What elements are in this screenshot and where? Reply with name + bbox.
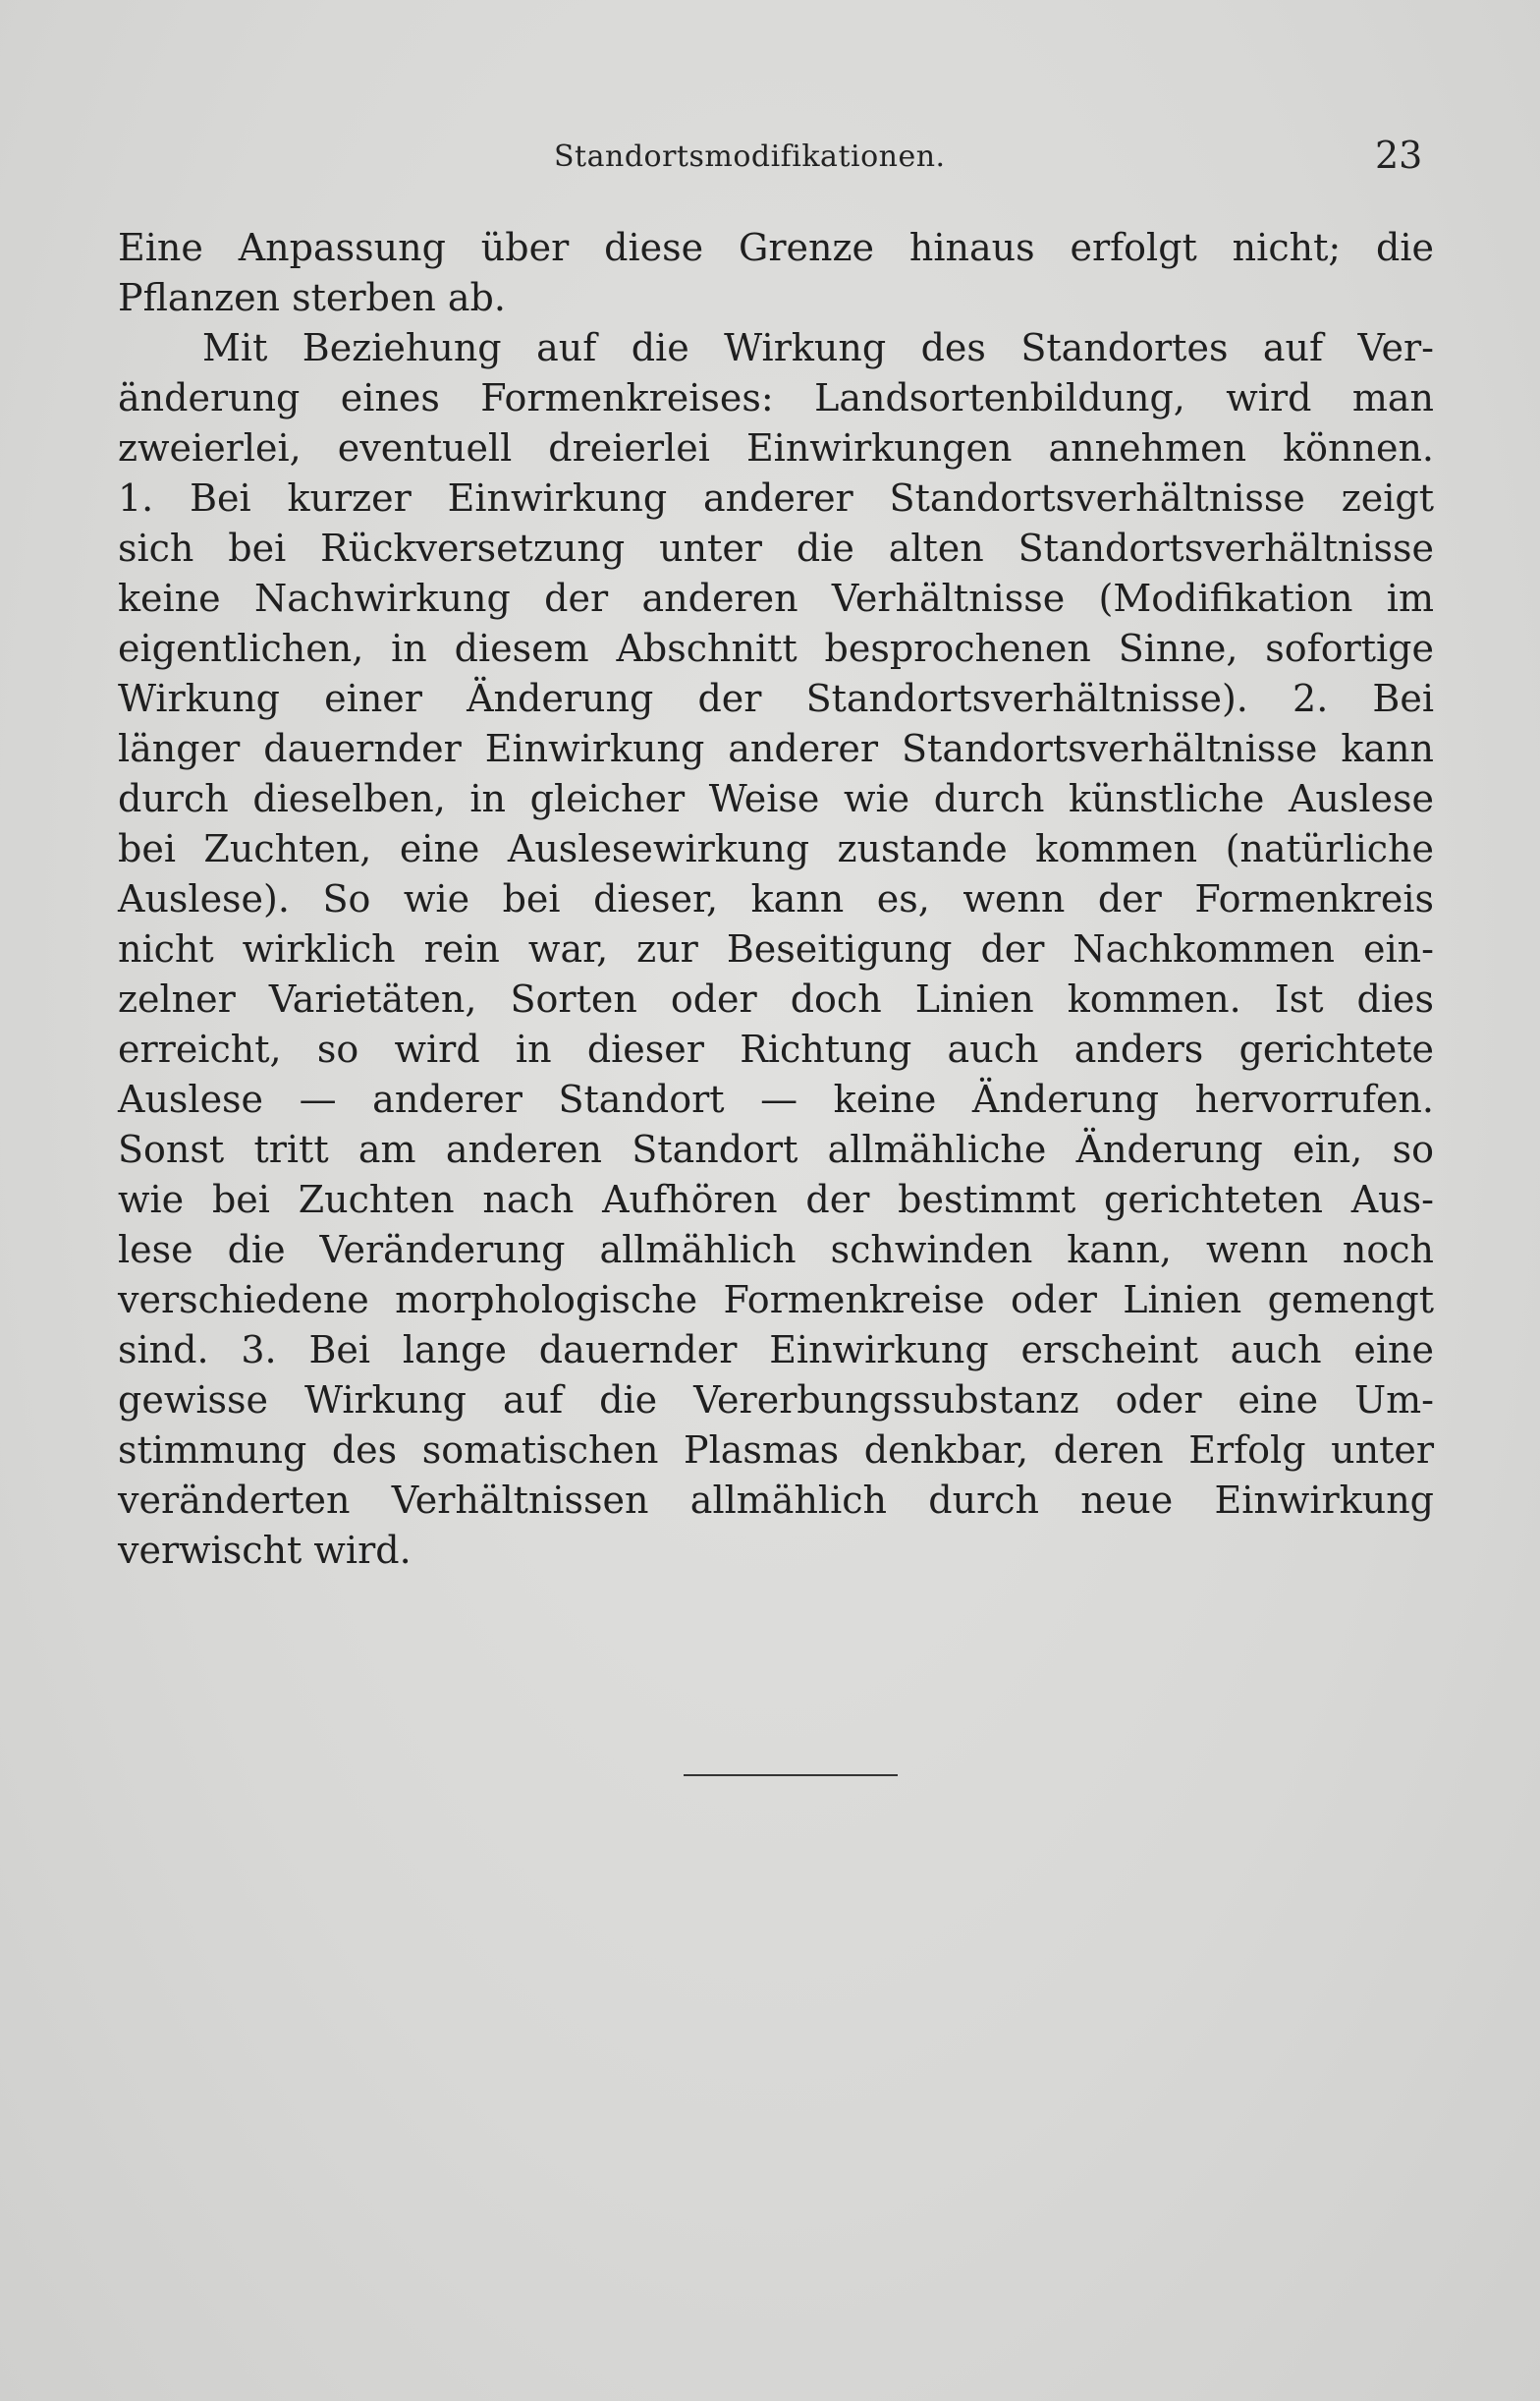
text-line: nicht wirklich rein war, zur Beseitigung der Nachkommen ein- xyxy=(118,927,1434,971)
text-line: durch dieselben, in gleicher Weise wie durch künstliche Auslese xyxy=(118,777,1434,820)
text-line: veränderten Verhältnissen allmählich durch neue Einwirkung xyxy=(118,1479,1434,1522)
text-line: Eine Anpassung über diese Grenze hinaus erfolgt nicht; die xyxy=(118,226,1434,269)
text-line: sind. 3. Bei lange dauernder Einwirkung erscheint auch eine xyxy=(118,1328,1434,1371)
text-line: Sonst tritt am anderen Standort allmähliche Änderung ein, so xyxy=(118,1128,1434,1171)
text-line: länger dauernder Einwirkung anderer Standortsverhältnisse kann xyxy=(118,727,1434,770)
text-line: erreicht, so wird in dieser Richtung auch anders gerichtete xyxy=(118,1028,1434,1071)
text-line: Mit Beziehung auf die Wirkung des Standortes auf Ver- xyxy=(202,326,1434,369)
text-line: keine Nachwirkung der anderen Verhältnisse (Modifikation im xyxy=(118,577,1434,620)
text-line: Auslese — anderer Standort — keine Änderung hervorrufen. xyxy=(118,1078,1434,1121)
text-line: zelner Varietäten, Sorten oder doch Linien kommen. Ist dies xyxy=(118,977,1434,1021)
text-line: wie bei Zuchten nach Aufhören der bestimmt gerichteten Aus- xyxy=(118,1178,1434,1221)
text-line: Wirkung einer Änderung der Standortsverhältnisse). 2. Bei xyxy=(118,677,1434,720)
text-line: Pflanzen sterben ab. xyxy=(118,276,506,319)
page-number: 23 xyxy=(1375,134,1423,177)
body-text xyxy=(118,223,1434,1576)
text-line: lese die Veränderung allmählich schwinden kann, wenn noch xyxy=(118,1228,1434,1271)
text-line: sich bei Rückversetzung unter die alten Standortsverhältnisse xyxy=(118,527,1434,570)
text-line: bei Zuchten, eine Auslesewirkung zustande kommen (natürliche xyxy=(118,827,1434,870)
text-line: änderung eines Formenkreises: Landsortenbildung, wird man xyxy=(118,376,1434,419)
text-line: stimmung des somatischen Plasmas denkbar, deren Erfolg unter xyxy=(118,1428,1434,1472)
section-end-rule xyxy=(684,1774,898,1776)
text-line: Auslese). So wie bei dieser, kann es, wenn der Formenkreis xyxy=(118,877,1434,921)
text-line: 1. Bei kurzer Einwirkung anderer Standortsverhältnisse zeigt xyxy=(118,476,1434,520)
text-line: verschiedene morphologische Formenkreise oder Linien gemengt xyxy=(118,1278,1434,1321)
text-line: eigentlichen, in diesem Abschnitt besprochenen Sinne, sofortige xyxy=(118,627,1434,670)
text-line: verwischt wird. xyxy=(118,1529,412,1572)
running-title: Standortsmodifikationen. xyxy=(554,140,946,174)
text-line: zweierlei, eventuell dreierlei Einwirkungen annehmen können. xyxy=(118,426,1434,470)
text-line: gewisse Wirkung auf die Vererbungssubstanz oder eine Um- xyxy=(118,1378,1434,1422)
